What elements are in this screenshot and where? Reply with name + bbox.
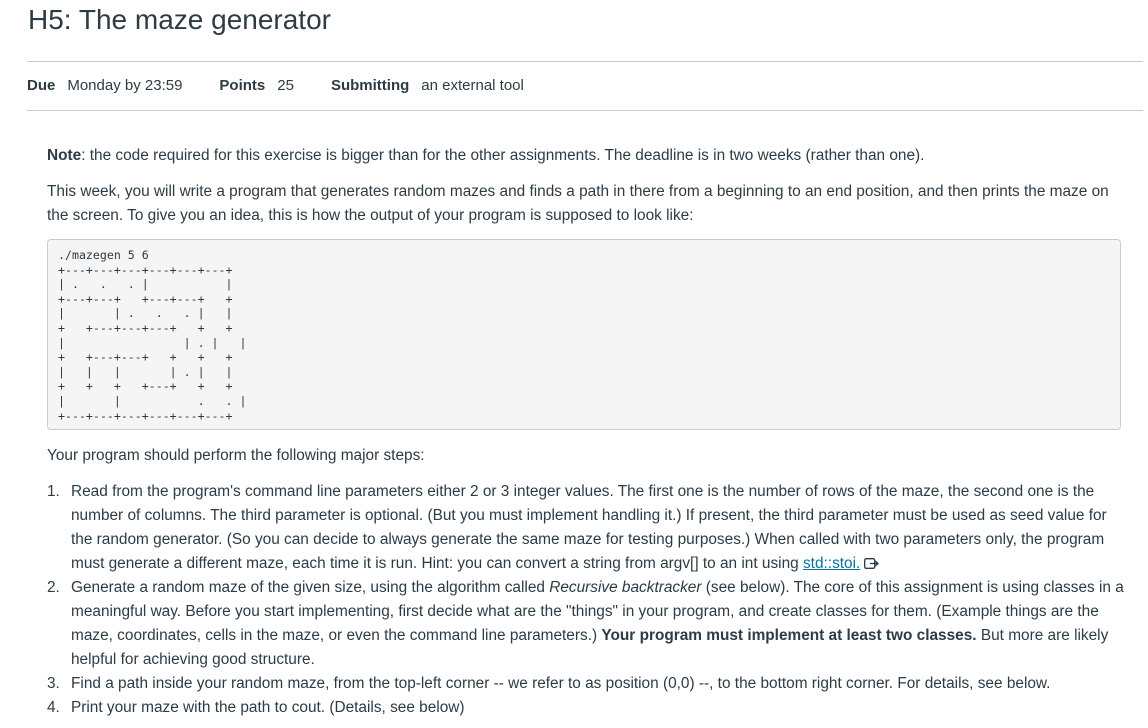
stoi-link[interactable]: std::stoi. xyxy=(802,555,861,572)
due-info xyxy=(27,76,182,96)
list-item xyxy=(47,696,1125,720)
points-label: Points xyxy=(219,77,266,94)
steps-list xyxy=(47,480,1125,720)
submitting-value: an external tool xyxy=(421,77,524,94)
list-item xyxy=(47,672,1125,696)
step-number: 1. xyxy=(47,483,60,500)
submitting-label: Submitting xyxy=(330,77,410,94)
note-text: : the code required for this exercise is bigger than for the other assignments. The deadline is in two weeks (rather than one). xyxy=(81,147,925,164)
submitting-info xyxy=(331,76,524,96)
code-sample-block xyxy=(47,239,1121,430)
algorithm-name: Recursive backtracker xyxy=(549,579,702,596)
step-text: But more are likely helpful for achieving good structure. xyxy=(71,627,1109,668)
step-text: Read from the program's command line parameters either 2 or 3 integer values. The first one is the number of rows of the maze, the second one is the number of columns. The third parameter is optional. (But you must implement handling it.) If present, the third parameter must be used as seed value for the random generator. (So you can decide to always generate the same maze for testing purposes.) When called with two parameters only, the program must generate a different maze, each time it is run. Hint: you can convert a string from argv[] to an int using xyxy=(71,483,1107,572)
note-label: Note xyxy=(47,147,82,164)
list-item xyxy=(47,576,1125,672)
divider-bottom xyxy=(27,110,1143,111)
assignment-details xyxy=(27,76,561,96)
step-text: Generate a random maze of the given size, using the algorithm called xyxy=(71,579,550,596)
step-text: Print your maze with the path to cout. (Details, see below) xyxy=(71,699,465,716)
external-link-icon[interactable] xyxy=(864,553,879,564)
intro-paragraph: This week, you will write a program that generates random mazes and finds a path in there from a beginning to an end position, and then prints the maze on the screen. To give you an idea, this is how the output of your program is supposed to look like: xyxy=(47,183,1109,224)
requirement-text: Your program must implement at least two classes. xyxy=(601,627,977,644)
step-text: (see below). The core of this assignment is using classes in a meaningful way. Before you start implementing, first decide what are the "things" in your program, and create classes for them. (Example things are the maze, coordinates, cells in the maze, or even the command line parameters.) xyxy=(71,579,1124,644)
divider-top xyxy=(27,61,1143,62)
page-title: H5: The maze generator xyxy=(28,4,331,35)
list-item xyxy=(47,480,1125,576)
points-info xyxy=(219,76,294,96)
steps-intro: Your program should perform the following major steps: xyxy=(47,447,425,464)
points-value: 25 xyxy=(277,77,294,94)
step-number: 3. xyxy=(47,675,60,692)
step-number: 2. xyxy=(47,579,60,596)
note-paragraph xyxy=(47,144,1125,168)
code-sample: ./mazegen 5 6 +---+---+---+---+---+---+ | . . . | | +---+---+ +---+---+ + | | . . . | | + +---+---+---+ + + | | . | | + +---+---+ + + + | | | | . | | + + + +---+ + + | | . . | +---+---+---+---+---+---+ xyxy=(58,248,247,423)
step-text: Find a path inside your random maze, from the top-left corner -- we refer to as position (0,0) --, to the bottom right corner. For details, see below. xyxy=(71,675,1051,692)
due-value: Monday by 23:59 xyxy=(67,77,183,94)
step-number: 4. xyxy=(47,699,60,716)
due-label: Due xyxy=(27,77,56,94)
